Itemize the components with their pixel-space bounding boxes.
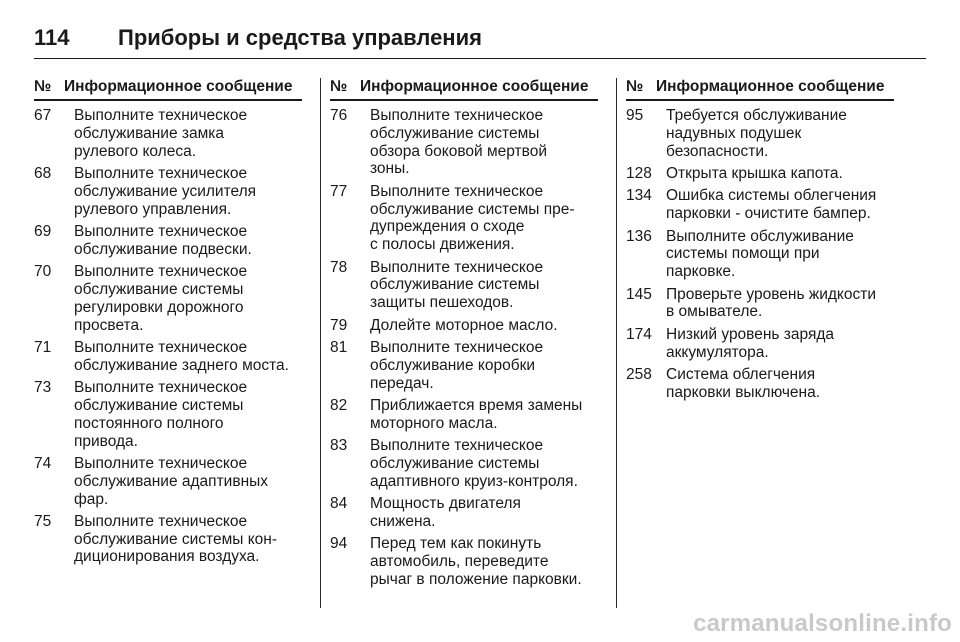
message-text: Выполните техническое обслуживание системы обзора боковой мертвой зоны. [370,107,547,178]
message-text: Выполните техническое обслуживание заднего моста. [74,338,289,374]
message-table [34,78,914,608]
message-text: Открыта крышка капота. [666,164,843,182]
message-text: Требуется обслуживание надувных подушек безопасности. [666,107,847,160]
table-row [626,187,894,223]
message-text: Выполните техническое обслуживание коробки передач. [370,338,544,392]
table-row [34,263,302,334]
message-code: 258 [626,365,652,383]
message-text: Выполните техническое обслуживание подвески. [74,222,252,258]
message-text: Долейте моторное масло. [370,316,558,334]
message-text: Перед тем как покинуть автомобиль, переведите рычаг в положение парковки. [370,535,582,588]
message-text: Выполните техническое обслуживание адаптивных фар. [74,454,269,508]
table-column [330,78,598,608]
message-text: Выполните техническое обслуживание системы адаптивного круиз-контроля. [370,437,578,490]
message-code: 79 [330,316,348,334]
message-code: 83 [330,437,348,455]
watermark: carmanualsonline.info [693,610,952,637]
message-code: 67 [34,107,52,124]
message-code: 74 [34,454,52,472]
table-row [330,317,598,335]
table-column [626,78,894,608]
table-row [626,228,894,281]
row-list [34,107,302,566]
page-header [34,18,926,59]
message-code: 84 [330,495,348,513]
table-row [34,223,302,259]
page-title: Приборы и средства управления [118,25,482,50]
table-row [330,437,598,490]
message-code: 78 [330,258,348,276]
row-list [330,107,598,589]
table-row [34,339,302,375]
message-text: Проверьте уровень жидкости в омывателе. [666,285,876,321]
message-text: Выполните техническое обслуживание замка рулевого колеса. [74,107,248,160]
table-row [330,495,598,531]
message-code: 71 [34,338,52,356]
message-code: 128 [626,164,652,182]
message-text: Выполните техническое обслуживание системы защиты пешеходов. [370,258,544,312]
table-row [330,107,598,178]
message-text: Выполните техническое обслуживание системы кон- диционирования воздуха. [74,512,277,566]
message-code: 68 [34,164,52,182]
header-info: Информационное сообщение [64,78,293,95]
table-row [34,107,302,160]
table-row [330,535,598,588]
message-text: Выполните техническое обслуживание системы пре- дупреждения о сходе с полосы движения. [370,182,575,254]
message-code: 134 [626,187,652,205]
message-code: 70 [34,263,52,281]
table-row [34,379,302,450]
message-text: Выполните техническое обслуживание усилителя рулевого управления. [74,164,257,218]
message-code: 145 [626,285,652,303]
message-code: 82 [330,396,348,414]
table-row [330,183,598,254]
table-row [330,397,598,433]
page-number: 114 [34,25,70,50]
message-code: 95 [626,107,644,124]
table-row [34,165,302,218]
message-code: 75 [34,512,52,530]
message-code: 76 [330,107,348,124]
message-text: Мощность двигателя снижена. [370,495,521,530]
table-row [330,339,598,392]
column-header [626,78,894,101]
message-code: 174 [626,325,652,343]
header-info: Информационное сообщение [656,78,885,95]
column-header [34,78,302,101]
table-row [626,165,894,183]
row-list [626,107,894,402]
message-text: Низкий уровень заряда аккумулятора. [666,325,835,361]
message-text: Выполните обслуживание системы помощи при парковке. [666,227,854,281]
message-code: 73 [34,379,52,397]
column-header [330,78,598,101]
table-row [34,513,302,566]
table-column [34,78,302,608]
table-row [330,259,598,312]
table-row [626,107,894,160]
table-row [626,326,894,362]
message-code: 136 [626,227,652,245]
message-code: 81 [330,338,348,356]
message-code: 77 [330,182,348,200]
message-text: Приближается время замены моторного масла. [370,396,583,432]
message-text: Ошибка системы облегчения парковки - очистите бампер. [666,187,877,223]
column-divider [616,78,617,608]
message-text: Выполните техническое обслуживание системы постоянного полного привода. [74,379,248,450]
header-number: № [330,78,348,95]
column-divider [320,78,321,608]
header-info: Информационное сообщение [360,78,589,95]
header-number: № [626,78,644,95]
table-row [34,455,302,508]
message-code: 69 [34,222,52,240]
table-row [626,286,894,322]
message-text: Система облегчения парковки выключена. [666,365,821,401]
header-number: № [34,78,52,95]
table-row [626,366,894,402]
message-code: 94 [330,535,348,553]
message-text: Выполните техническое обслуживание системы регулировки дорожного просвета. [74,263,248,334]
